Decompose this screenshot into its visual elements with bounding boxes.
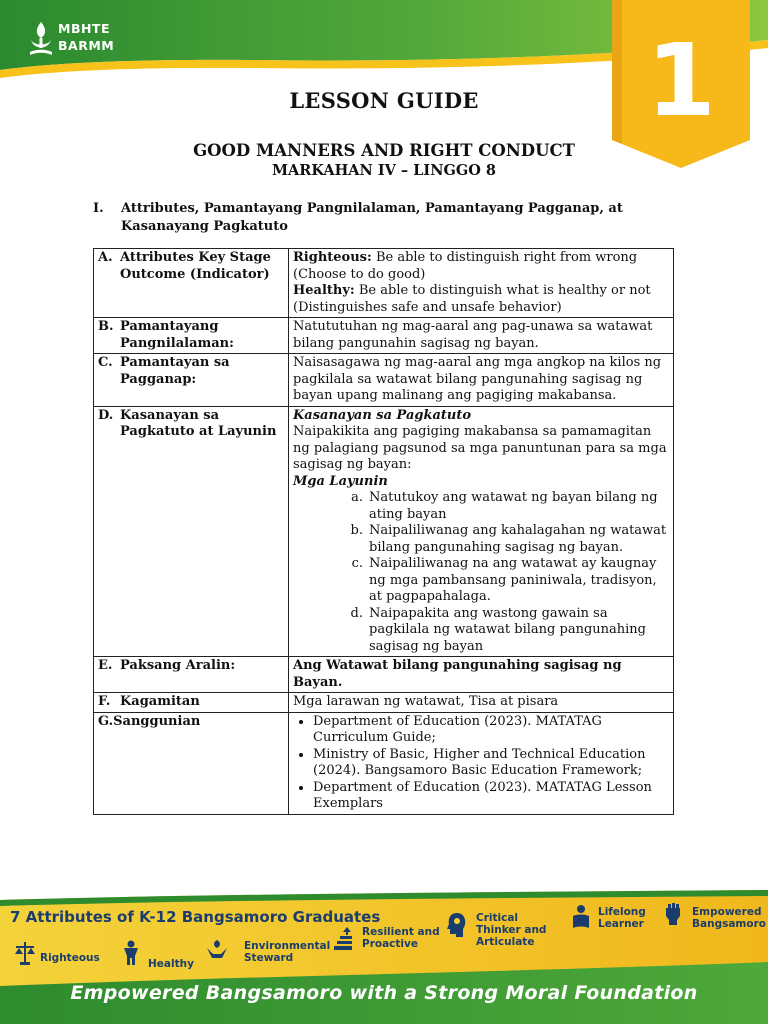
healthy-text: Be able to distinguish what is healthy or not (Distinguishes safe and unsafe behavior) xyxy=(293,283,651,315)
section-number: I. xyxy=(93,201,104,216)
mbhte-logo xyxy=(28,18,158,62)
table-row xyxy=(94,354,674,407)
list-item: • Ministry of Basic, Higher and Technical Education (2024). Bangsamoro Basic Education Framework; xyxy=(313,747,669,780)
logo-line-1: MBHTE xyxy=(58,21,110,36)
row-letter: A. xyxy=(98,250,113,265)
attribute-label: Righteous xyxy=(40,952,100,964)
objective-marker: b. xyxy=(350,523,363,538)
row-letter: D. xyxy=(98,407,114,423)
footer-title: 7 Attributes of K-12 Bangsamoro Graduates xyxy=(10,908,381,926)
list-item xyxy=(339,556,669,606)
mosque-book-icon xyxy=(28,20,54,58)
page-title: LESSON GUIDE xyxy=(289,88,479,113)
row-label xyxy=(94,406,289,657)
table-row xyxy=(94,318,674,354)
objective-marker: d. xyxy=(350,605,363,621)
attribute-label: Lifelong Learner xyxy=(598,906,646,930)
row-label-text: Kagamitan xyxy=(120,694,200,709)
quarter-week-title: MARKAHAN IV – LINGGO 8 xyxy=(271,162,496,179)
row-label xyxy=(94,657,289,693)
objective-marker: a. xyxy=(351,490,363,505)
kasanayan-text-2: sagisag ng bayan: xyxy=(293,457,412,472)
righteous-label: Righteous: xyxy=(293,250,372,265)
stairs-arrow-icon xyxy=(332,926,354,952)
row-label xyxy=(94,693,289,713)
row-label-text: Paksang Aralin: xyxy=(120,658,236,673)
row-label-text: Kasanayan sa Pagkatuto at Layunin xyxy=(120,407,277,439)
reader-icon xyxy=(570,904,592,930)
attribute-label: Empowered Bangsamoro xyxy=(692,906,766,930)
section-title: Attributes, Pamantayang Pangnilalaman, Pamantayang Pagganap, at Kasanayang Pagkatuto xyxy=(121,201,623,234)
row-content: Mga larawan ng watawat, Tisa at pisara xyxy=(289,693,674,713)
row-label-text: Attributes Key Stage Outcome (Indicator) xyxy=(120,250,271,282)
head-gear-icon xyxy=(446,912,468,938)
footer-slogan: Empowered Bangsamoro with a Strong Moral Foundation xyxy=(70,982,698,1004)
objective-text: Naipaliliwanag na ang watawat ay kaugnay ng mga pambansang paniniwala, tradisyon, at pagpapahalaga. xyxy=(369,556,657,604)
table-row xyxy=(94,693,674,713)
lesson-table xyxy=(93,248,674,815)
section-heading xyxy=(93,200,693,236)
row-label xyxy=(94,354,289,407)
row-content: Naisasagawa ng mag-aaral ang mga angkop na kilos ng pagkilala sa watawat bilang pangunahing sagisag ng bayan upang malinang ang pagiging makabansa. xyxy=(289,354,674,407)
attribute-label: Environmental Steward xyxy=(244,940,331,964)
references-list xyxy=(293,714,669,813)
logo-line-2: BARMM xyxy=(58,38,115,53)
layunin-heading: Mga Layunin xyxy=(293,473,388,489)
objective-marker: c. xyxy=(351,556,363,571)
table-row xyxy=(94,406,674,657)
logo-text xyxy=(58,20,114,54)
row-content xyxy=(289,712,674,814)
row-letter: E. xyxy=(98,658,113,673)
objectives-list xyxy=(293,490,669,655)
attribute-label: Critical Thinker and Articulate xyxy=(476,912,547,948)
row-letter: C. xyxy=(98,355,113,370)
row-content xyxy=(289,249,674,318)
row-content xyxy=(289,406,674,657)
list-item xyxy=(339,523,669,556)
table-row xyxy=(94,249,674,318)
row-label xyxy=(94,249,289,318)
scales-icon xyxy=(14,940,36,966)
row-letter: B. xyxy=(98,319,114,334)
list-item: • Department of Education (2023). MATATAG Curriculum Guide; xyxy=(313,714,669,747)
list-item xyxy=(339,490,669,523)
person-icon xyxy=(120,940,142,966)
kasanayan-heading: Kasanayan sa Pagkatuto xyxy=(293,407,472,423)
row-label: G.Sanggunian xyxy=(94,712,289,814)
hands-plant-icon xyxy=(206,936,228,962)
healthy-label: Healthy: xyxy=(293,283,355,298)
objective-text: Natutukoy ang watawat ng bayan bilang ng ating bayan xyxy=(369,490,658,522)
row-label-text: Pamantayang Pangnilalaman: xyxy=(120,319,234,351)
row-letter: F. xyxy=(98,694,111,709)
attribute-label: Resilient and Proactive xyxy=(362,926,440,950)
row-label xyxy=(94,318,289,354)
table-row xyxy=(94,657,674,693)
row-content: Ang Watawat bilang pangunahing sagisag ng Bayan. xyxy=(289,657,674,693)
row-content: Natututuhan ng mag-aaral ang pag-unawa sa watawat bilang pangunahin sagisag ng bayan. xyxy=(289,318,674,354)
objective-text: Naipapakita ang wastong gawain sa pagkilala ng watawat bilang pangunahing sagisag ng bayan xyxy=(369,605,646,654)
list-item xyxy=(339,606,669,656)
row-label-text: Pamantayan sa Pagganap: xyxy=(120,355,230,387)
attribute-label: Healthy xyxy=(148,958,194,970)
table-row xyxy=(94,712,674,814)
kasanayan-text: Naipakikita ang pagiging makabansa sa pamamagitan ng palagiang pagsunod sa mga panuntunan para sa mga xyxy=(293,424,667,456)
objective-text: Naipaliliwanag ang kahalagahan ng watawat bilang pangunahing sagisag ng bayan. xyxy=(369,523,667,555)
list-item: • Department of Education (2023). MATATAG Lesson Exemplars xyxy=(313,780,669,813)
fist-icon xyxy=(662,900,684,926)
subject-title: GOOD MANNERS AND RIGHT CONDUCT xyxy=(193,141,575,160)
week-number: 1 xyxy=(646,22,716,139)
righteous-text: Be able to distinguish right from wrong (Choose to do good) xyxy=(293,250,638,282)
